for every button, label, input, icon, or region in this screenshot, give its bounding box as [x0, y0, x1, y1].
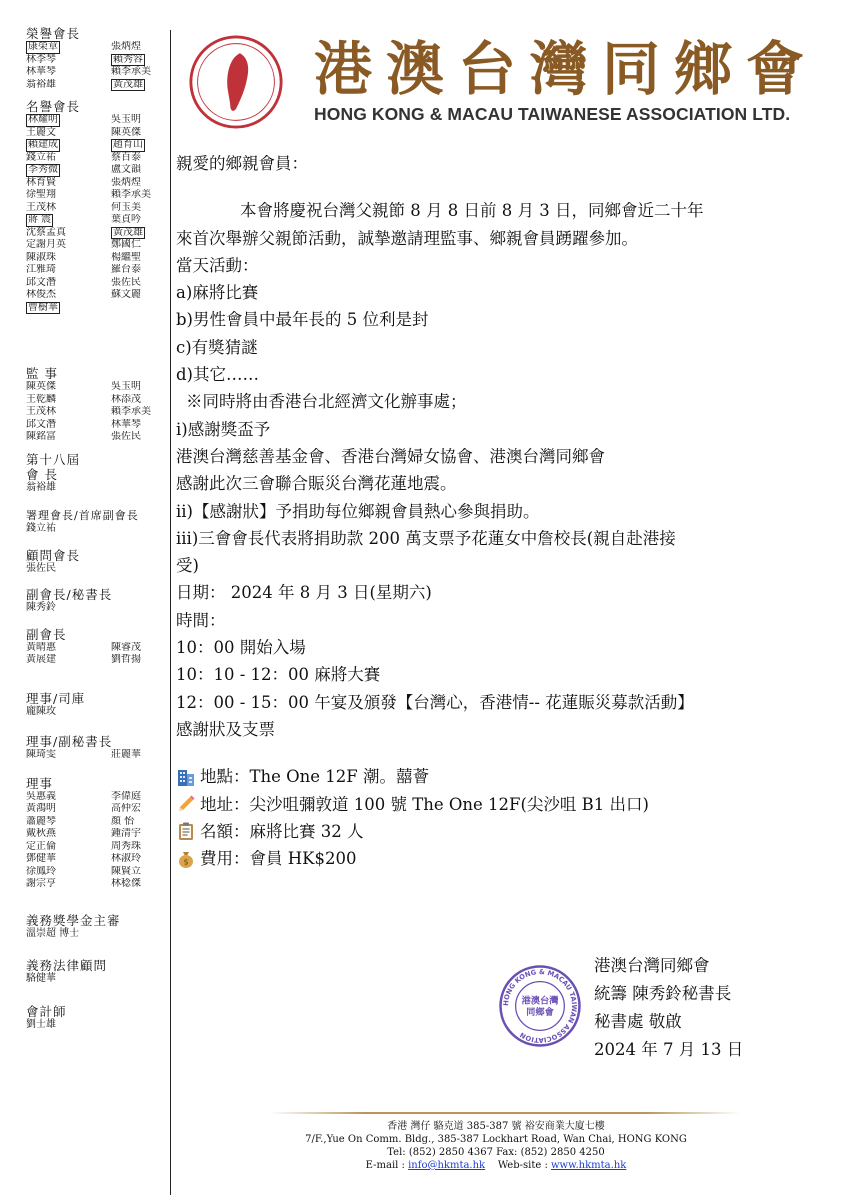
- intro-line: 來首次舉辦父親節活動，誠摯邀請理監事、鄉親會員踴躍參加。: [176, 228, 638, 248]
- section-title: 副會長/秘書長: [26, 587, 113, 602]
- member-name: 蘇文麗: [111, 289, 141, 300]
- svg-text:HONG KONG & MACAU TAIWAN ASSOC: HONG KONG & MACAU TAIWAN ASSOCIATION: [501, 967, 579, 1044]
- scholarship-section: [26, 913, 172, 941]
- member-name: 王茂林: [26, 201, 56, 213]
- member-name: 鄭國仁: [111, 239, 141, 250]
- signature-office: 秘書處 敬啟: [594, 1012, 682, 1031]
- member-name: 楊繼聖: [111, 251, 141, 263]
- item-i: 感謝此次三會聯合賑災台灣花蓮地震。: [176, 474, 457, 494]
- member-name: 林李琴: [26, 53, 56, 65]
- accountant-section: [26, 1004, 172, 1032]
- member-name: 陳琦雯: [26, 749, 56, 760]
- member-name: 吳玉明: [111, 114, 141, 125]
- letter-body: [176, 150, 816, 872]
- member-name: 葉貞吟: [111, 214, 141, 225]
- activity-item: d)其它……: [176, 365, 259, 385]
- brand-name-chinese: 港澳台灣同鄉會: [314, 35, 819, 103]
- term-title: 第十八屆: [26, 451, 81, 467]
- item-iii: 受): [176, 556, 199, 576]
- acting-president-section: [26, 508, 172, 536]
- member-grid: [26, 791, 172, 891]
- member-name: 張炳煌: [111, 176, 141, 188]
- member-name: 劉哲揚: [111, 654, 141, 665]
- building-icon: [176, 767, 196, 787]
- time-title: 時間：: [176, 610, 226, 630]
- member-name: 蔡百泰: [111, 151, 141, 163]
- member-name: 林淑玲: [111, 853, 141, 864]
- quota-row: [176, 818, 816, 845]
- quota-text: 名額：麻將比賽 32 人: [200, 821, 364, 841]
- association-logo-seal: [188, 34, 284, 130]
- member-name: 黃鴻明: [26, 803, 56, 814]
- section-title: 理事: [26, 775, 54, 791]
- footer-divider: [270, 1112, 740, 1114]
- member-name: 吳玉明: [111, 381, 141, 392]
- member-name: 謝宗亨: [26, 878, 56, 889]
- member-name: 何玉美: [111, 201, 141, 213]
- member-name: 定謝月英: [26, 239, 66, 250]
- member-name: 趙育山: [113, 139, 143, 150]
- member-name: 賴李承美: [111, 406, 151, 417]
- activities-title: 當天活動：: [176, 255, 259, 275]
- member-name: 吳惠義: [26, 790, 56, 802]
- member-name: 徐聖翔: [26, 189, 56, 200]
- note: ※同時將由香港台北經濟文化辦事處；: [186, 392, 467, 412]
- member-grid: [26, 41, 172, 91]
- fee-text: 費用：會員 HK$200: [200, 849, 357, 869]
- schedule-item: 12：00 - 15：00 午宴及頒發【台灣心，香港情-- 花蓮賑災募款活動】: [176, 692, 694, 712]
- schedule-item: 10：10 - 12：00 麻將大賽: [176, 665, 381, 685]
- fee-row: [176, 845, 816, 872]
- member-name: 林添茂: [111, 393, 141, 405]
- website-link[interactable]: www.hkmta.hk: [551, 1160, 627, 1171]
- section-title: 名譽會長: [26, 99, 81, 114]
- section-title: 義務獎學金主審: [26, 912, 121, 928]
- member-name: 李偉庭: [111, 790, 141, 802]
- section-title: 署理會長/首席副會長: [26, 509, 139, 522]
- president-title: 會 長: [26, 466, 58, 482]
- member-name: 蕭麗琴: [26, 815, 56, 827]
- president-name: 翁裕雄: [26, 481, 56, 493]
- member-name: 曹樹華: [28, 301, 58, 313]
- member-name: 賴秀容: [113, 53, 143, 65]
- member-grid: [26, 114, 172, 314]
- member-name: 沈蔡孟真: [26, 226, 66, 238]
- section-title: 理事/副秘書長: [26, 734, 113, 749]
- member-name: 翁裕雄: [26, 78, 56, 90]
- member-name: 賴建成: [28, 139, 58, 150]
- member-name: 莊麗華: [111, 749, 141, 760]
- scholarship-name: 溫崇超 博士: [26, 927, 80, 939]
- member-name: 康榮章: [28, 41, 58, 52]
- treasurer-name: 龐陳玫: [26, 705, 56, 717]
- member-name: 林華琴: [26, 66, 56, 77]
- association-stamp: [498, 964, 582, 1048]
- web-label: Web-site :: [497, 1160, 551, 1171]
- honorary-presidents-section: [26, 99, 172, 314]
- member-name: 邱文潛: [26, 418, 56, 430]
- address-text: 地址：尖沙咀彌敦道 100 號 The One 12F(尖沙咀 B1 出口): [200, 794, 649, 814]
- event-date: 日期： 2024 年 8 月 3 日(星期六): [176, 583, 432, 603]
- vice-presidents-section: [26, 627, 172, 667]
- member-name: 錢立祐: [26, 151, 56, 163]
- member-name: 鄧健華: [26, 853, 56, 864]
- signature-coordinator: 統籌 陳秀鈴秘書長: [594, 984, 732, 1003]
- section-title: 義務法律顧問: [26, 958, 108, 973]
- member-name: 高仲宏: [111, 803, 141, 814]
- vp-secretary-section: [26, 587, 172, 615]
- member-name: 李秀微: [28, 164, 58, 175]
- member-name: 賴李承美: [111, 66, 151, 77]
- member-name: 王乾麟: [26, 393, 56, 405]
- member-name: 邱文潛: [26, 276, 56, 288]
- deputy-secretary-section: [26, 734, 172, 762]
- honorary-chairmen-section: [26, 26, 172, 91]
- member-name: 王麗文: [26, 126, 56, 138]
- member-name: 林耀明: [28, 114, 58, 125]
- section-title: 副會長: [26, 626, 67, 642]
- activity-item: a)麻將比賽: [176, 283, 259, 303]
- member-name: 張炳煌: [111, 41, 141, 52]
- member-name: 陳睿茂: [111, 641, 141, 653]
- address-row: [176, 791, 816, 818]
- item-iii: iii)三會會長代表將捐助款 200 萬支票予花蓮女中詹校長(親自赴港接: [176, 528, 676, 548]
- sidebar: [26, 26, 172, 1039]
- member-name: 顏 怡: [111, 815, 135, 827]
- signature-block: [594, 952, 743, 1064]
- legal-name: 駱健華: [26, 973, 56, 984]
- svg-text:$: $: [183, 857, 189, 867]
- member-name: 周秀珠: [111, 840, 141, 852]
- member-name: 陳銘富: [26, 431, 56, 442]
- supervisors-section: [26, 366, 172, 444]
- item-i: i)感謝獎盃予: [176, 419, 271, 439]
- member-grid: [26, 642, 172, 667]
- member-name: 林俊杰: [26, 289, 56, 300]
- svg-text:同鄉會: 同鄉會: [526, 1007, 554, 1019]
- clipboard-icon: [176, 821, 196, 841]
- section-title: 會計師: [26, 1003, 67, 1019]
- member-name: 戴秋燕: [26, 828, 56, 839]
- member-name: 鍾清宇: [111, 828, 141, 839]
- member-name: 陳賢立: [111, 865, 141, 877]
- section-title: 榮譽會長: [26, 26, 81, 41]
- vp-secretary-name: 陳秀鈴: [26, 602, 56, 613]
- venue-row: [176, 763, 816, 790]
- acting-president-name: 錢立祐: [26, 523, 56, 534]
- footer-address-en: 7/F.,Yue On Comm. Bldg., 385-387 Lockhart Road, Wan Chai, HONG KONG: [305, 1134, 687, 1145]
- member-name: 林稔傑: [111, 878, 141, 889]
- member-name: 盧文韻: [111, 164, 141, 175]
- member-name: 張佐民: [111, 431, 141, 442]
- member-grid: [26, 381, 172, 444]
- member-name: 王茂林: [26, 406, 56, 417]
- venue-text: 地點：The One 12F 潮。囍薈: [200, 767, 429, 787]
- signature-date: 2024 年 7 月 13 日: [594, 1040, 744, 1059]
- item-ii: ii)【感謝狀】予捐助每位鄉親會員熱心參與捐助。: [176, 501, 540, 521]
- member-name: 羅台泰: [111, 264, 141, 275]
- email-label: E-mail :: [365, 1160, 409, 1171]
- member-name: 賴李承美: [111, 189, 151, 200]
- activity-item: b)男性會員中最年長的 5 位利是封: [176, 310, 429, 330]
- member-name: 定正倫: [26, 840, 56, 852]
- member-name: 陳英傑: [111, 126, 141, 138]
- schedule-item: 感謝狀及支票: [176, 719, 275, 739]
- footer-phone: Tel: (852) 2850 4367 Fax: (852) 2850 4250: [387, 1147, 605, 1158]
- brand-name-english: HONG KONG & MACAU TAIWANESE ASSOCIATION LTD.: [314, 104, 791, 124]
- accountant-name: 劉士雄: [26, 1018, 56, 1030]
- footer: [176, 1120, 816, 1172]
- activity-item: c)有獎猜謎: [176, 337, 258, 357]
- treasurer-section: [26, 691, 172, 719]
- member-name: 黃茂雄: [113, 226, 143, 238]
- directors-section: [26, 776, 172, 891]
- signature-org: 港澳台灣同鄉會: [594, 956, 710, 975]
- intro-line: 本會將慶祝台灣父親節 8 月 8 日前 8 月 3 日，同鄉會近二十年: [240, 201, 704, 221]
- member-name: 江雅琦: [26, 264, 56, 275]
- money-bag-icon: [176, 849, 196, 869]
- schedule-item: 10：00 開始入場: [176, 638, 306, 658]
- advisor-name: 張佐民: [26, 562, 56, 574]
- section-title: 理事/司庫: [26, 690, 86, 706]
- member-name: 林華琴: [111, 418, 141, 430]
- footer-contact: [176, 1159, 816, 1172]
- email-link[interactable]: info@hkmta.hk: [408, 1160, 486, 1171]
- section-title: 顧問會長: [26, 547, 81, 563]
- sidebar-divider: [170, 30, 171, 1195]
- salutation: 親愛的鄉親會員：: [176, 154, 308, 173]
- member-name: 黃展建: [26, 654, 56, 665]
- item-i: 港澳台灣慈善基金會、香港台灣婦女協會、港澳台灣同鄉會: [176, 446, 605, 466]
- pencil-icon: [176, 794, 196, 814]
- member-name: 陳淑珠: [26, 251, 56, 263]
- member-grid: [26, 749, 172, 762]
- member-name: 徐鳳玲: [26, 865, 56, 877]
- member-name: 張佐民: [111, 276, 141, 288]
- member-name: 蔣 震: [28, 214, 52, 225]
- footer-address-cn: 香港 灣仔 駱克道 385-387 號 裕安商業大廈七樓: [387, 1121, 605, 1132]
- term-section: [26, 452, 172, 495]
- member-name: 黃晴惠: [26, 641, 56, 653]
- member-name: 陳英傑: [26, 381, 56, 392]
- section-title: 監 事: [26, 366, 58, 381]
- advisor-section: [26, 548, 172, 576]
- member-name: 黃茂雄: [113, 78, 143, 90]
- member-name: 林育賢: [26, 176, 56, 188]
- svg-text:港澳台灣: 港澳台灣: [521, 995, 559, 1007]
- legal-section: [26, 958, 172, 986]
